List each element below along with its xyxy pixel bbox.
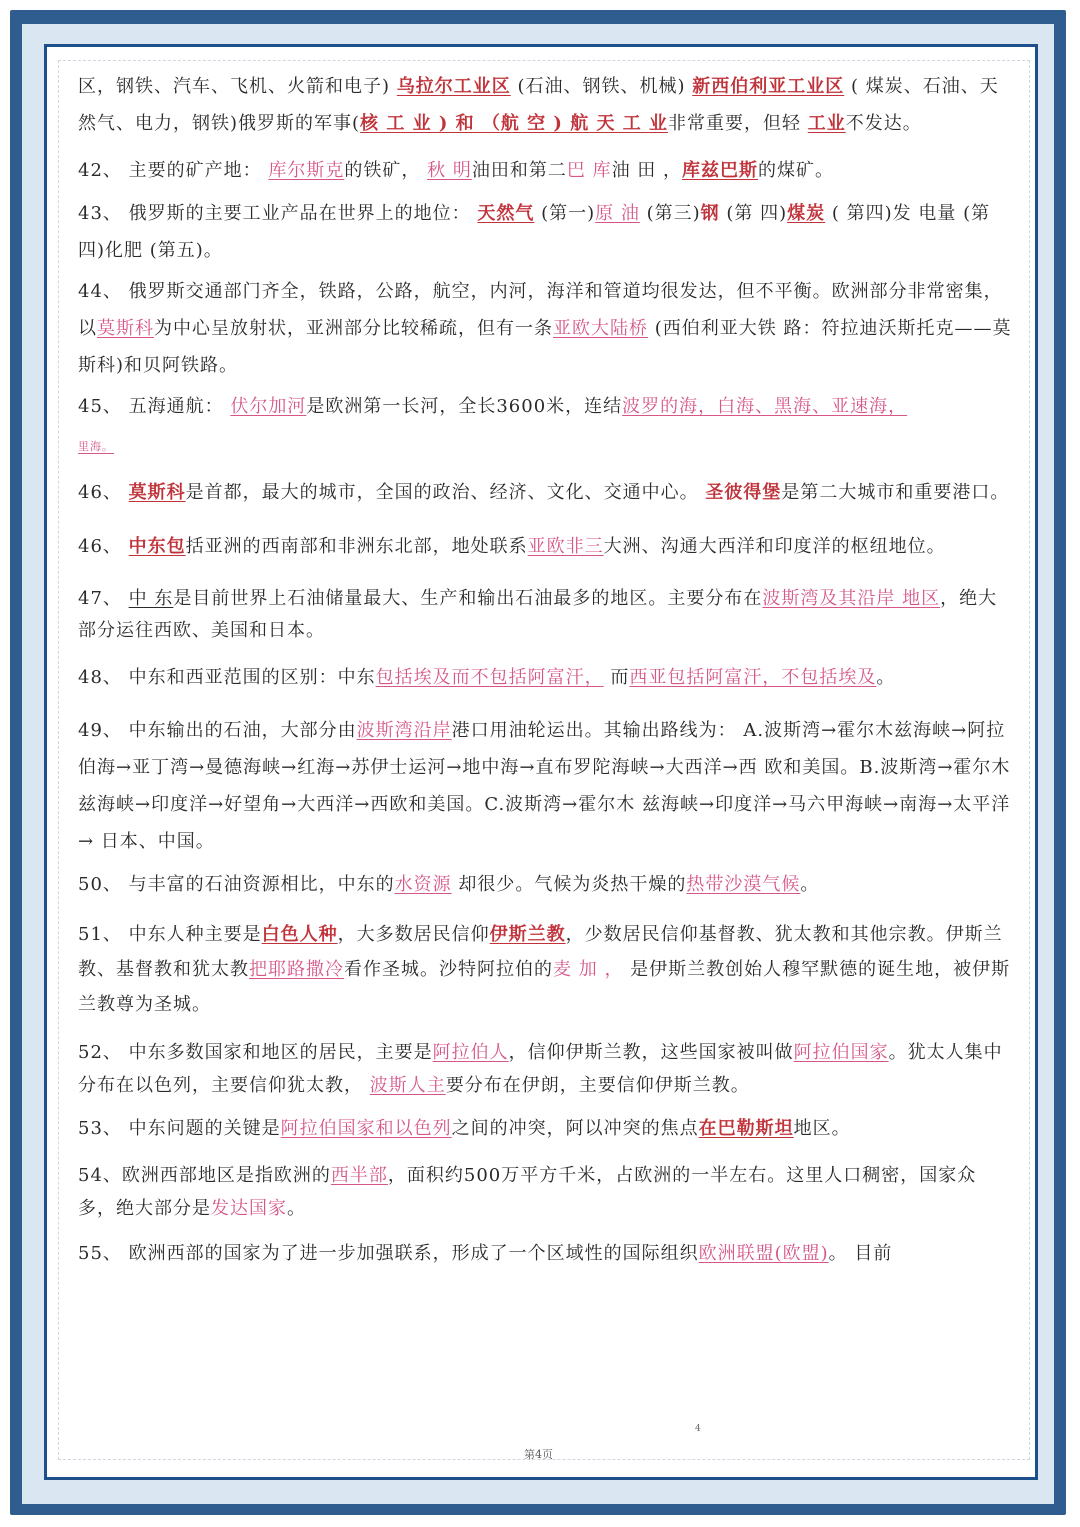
highlighted-term: 莫斯科 [128,482,186,503]
highlighted-term: 巴 库 [566,160,612,181]
paragraph-46-middle-east [78,531,1013,563]
text-run: 45、 五海通航： [78,396,231,417]
text-run: 地区。 [793,1118,851,1139]
text-run: 47、 [78,588,129,609]
text-run: 是目前世界上石油储量最大、生产和输出石油最多的地区。主要分布在 [173,588,763,609]
text-run: 43、 俄罗斯的主要工业产品在世界上的地位： [78,203,478,224]
text-run: 区，钢铁、汽车、飞机、火箭和电子) [78,76,397,97]
text-run: 之间的冲突，阿以冲突的焦点 [451,1118,699,1139]
text-run: 是伊斯兰教创始人穆罕默德的诞生地，被伊斯兰教尊为圣城。 [78,959,1011,1015]
text-run: ，少数居民信仰基督教、犹太教和其他宗教。伊斯兰教、基督教和犹太教 [78,924,1003,980]
text-run: 55、 欧洲西部的国家为了进一步加强联系，形成了一个区域性的国际组织 [78,1243,699,1264]
text-run: 46、 [78,536,129,557]
highlighted-term: 西亚包括阿富汗，不包括埃及 [629,667,877,688]
highlighted-term: 波斯湾及其沿岸 地区 [762,588,941,609]
text-run: (西伯利亚大铁 路：符拉迪沃斯托克——莫斯科)和贝阿铁路。 [78,318,1012,376]
text-run: 50、 与丰富的石油资源相比，中东的 [78,874,395,895]
text-run: 54、欧洲西部地区是指欧洲的 [78,1165,331,1186]
text-run: ，绝大部分运往西欧、美国和日本。 [78,588,998,641]
highlighted-term: 秋 明 [427,160,472,181]
text-run: 。犹太人集中分布在以色列，主要信仰犹太教， [78,1042,1003,1096]
text-run: 大洲、沟通大西洋和印度洋的枢纽地位。 [603,536,946,557]
paragraph-46-moscow [78,477,1013,509]
highlighted-term: 伊斯兰教 [489,924,566,945]
text-run: ，面积约500万平方千米，占欧洲的一半左右。这里人口稠密，国家众多，绝大部分是 [78,1165,977,1219]
paragraph-43 [78,195,1013,269]
paragraph-45 [78,388,1013,425]
text-run: 。 [287,1198,306,1219]
paragraph-44 [78,273,1013,384]
text-run: 52、 中东多数国家和地区的居民，主要是 [78,1042,433,1063]
text-run: 49、 中东输出的石油，大部分由 [78,720,357,741]
text-run: 非常重要，但轻 [668,113,808,134]
text-run: 看作圣城。沙特阿拉伯的 [344,959,553,980]
paragraph-45-cont [78,433,1013,459]
text-run: 而 [603,667,630,688]
highlighted-term: 工业 [807,113,846,134]
text-run: 。 [800,874,820,895]
paragraph-42 [78,152,1013,189]
text-run: 是欧洲第一长河，全长3600米，连结 [306,396,623,417]
footer-small-number: 4 [695,1424,701,1434]
text-run: 括亚洲的西南部和非洲东北部，地处联系 [185,536,528,557]
text-run: 油 田 ， [611,160,683,181]
paragraph-47 [78,583,1013,647]
text-run: 的铁矿， [344,160,428,181]
text-run: 48、 中东和西亚范围的区别：中东 [78,667,376,688]
text-run: 的煤矿。 [758,160,835,181]
text-run: 。 目前 [828,1243,893,1264]
paragraph-55 [78,1235,1013,1272]
text-run: (第三) [639,203,701,224]
highlighted-term: 在巴勒斯坦 [698,1118,794,1139]
text-run: (第一) [534,203,596,224]
highlighted-term: 热带沙漠气候 [686,874,801,895]
highlighted-term: 伏尔加河 [230,396,307,417]
highlighted-term: 中 东 [128,588,174,609]
highlighted-term: 库尔斯克 [268,160,345,181]
paragraph-53 [78,1110,1013,1147]
highlighted-term: 阿拉伯国家和以色列 [280,1118,452,1139]
text-run: ，大多数居民信仰 [337,924,490,945]
highlighted-term: 白色人种 [261,924,338,945]
text-run: ( 煤炭、石油、天然气、电力，钢铁)俄罗斯的军事( [78,76,999,134]
highlighted-term: 煤炭 [787,203,826,224]
text-run: 油田和第二 [471,160,567,181]
text-run: 。 [876,667,896,688]
text-run: 不发达。 [845,113,922,134]
highlighted-term: 包括埃及而不包括阿富汗， [375,667,604,688]
paragraph-1 [78,68,1013,142]
highlighted-term: 钢 [700,203,720,224]
highlighted-term: 欧洲联盟(欧盟) [698,1243,829,1264]
text-run: 53、 中东问题的关键是 [78,1118,281,1139]
highlighted-term: 核 工 业 ) 和 （航 空 ) 航 天 工 业 [360,113,669,134]
highlighted-term: 莫斯科 [97,318,154,339]
text-run: 46、 [78,482,129,503]
highlighted-term: 乌拉尔工业区 [396,76,511,97]
highlighted-term: 发达国家 [211,1198,287,1219]
text-run: 要分布在伊朗，主要信仰伊斯兰教。 [445,1075,750,1096]
highlighted-term: 波罗的海，白海、黑海、亚速海， [622,396,908,417]
paragraph-51 [78,917,1013,1022]
text-run: 51、 中东人种主要是 [78,924,262,945]
text-run: ( 第四)发 电量 (第四)化肥 (第五)。 [78,203,991,261]
highlighted-term: 圣彼得堡 [705,482,782,503]
paragraph-50 [78,866,1013,903]
text-run: 却很少。气候为炎热干燥的 [451,874,687,895]
highlighted-term: 波斯湾沿岸 [356,720,452,741]
text-run: 44、 俄罗斯交通部门齐全，铁路，公路，航空，内河，海洋和管道均很发达，但不平衡。欧洲部分非常密集，以 [78,281,1003,339]
highlighted-term: 天然气 [477,203,535,224]
highlighted-term: 西半部 [330,1165,388,1186]
text-run: (石油、钢铁、机械) [510,76,693,97]
highlighted-term: 原 油 [595,203,640,224]
paragraph-54 [78,1159,1013,1225]
highlighted-term: 把耶路撒冷 [249,959,344,980]
highlighted-term: 里海。 [78,440,114,453]
highlighted-term: 波斯人主 [369,1075,446,1096]
paragraph-49 [78,712,1013,860]
highlighted-term: 麦 加 ， [553,959,624,980]
text-run: 港口用油轮运出。其输出路线为： A.波斯湾→霍尔木兹海峡→阿拉伯海→亚丁湾→曼德海峡→红海→苏伊士运河→地中海→直布罗陀海峡→大西洋→西 欧和美国。B.波斯湾→霍尔木兹海峡→印度洋→好望角→大西洋→西欧和美国。C.波斯湾→霍尔木 兹海峡→印度洋→马六甲海峡→南海→太平洋→ 日本、中国。 [78,720,1011,852]
text-run: 42、 主要的矿产地： [78,160,269,181]
highlighted-term: 中东包 [128,536,186,557]
paragraph-52 [78,1036,1013,1102]
highlighted-term: 亚欧非三 [527,536,604,557]
highlighted-term: 新西伯利亚工业区 [692,76,845,97]
highlighted-term: 阿拉伯人 [432,1042,509,1063]
highlighted-term: 库兹巴斯 [682,160,759,181]
highlighted-term: 水资源 [394,874,452,895]
text-run: (第 四) [719,203,788,224]
highlighted-term: 亚欧大陆桥 [553,318,648,339]
footer-page-label: 第4页 [524,1448,553,1461]
paragraph-48 [78,659,1013,696]
text-run: 是首都，最大的城市，全国的政治、经济、文化、交通中心。 [185,482,706,503]
text-run: 为中心呈放射状，亚洲部分比较稀疏，但有一条 [154,318,553,339]
document-body [78,68,1013,1272]
text-run: 是第二大城市和重要港口。 [781,482,1010,503]
text-run: ，信仰伊斯兰教，这些国家被叫做 [508,1042,794,1063]
highlighted-term: 阿拉伯国家 [793,1042,889,1063]
